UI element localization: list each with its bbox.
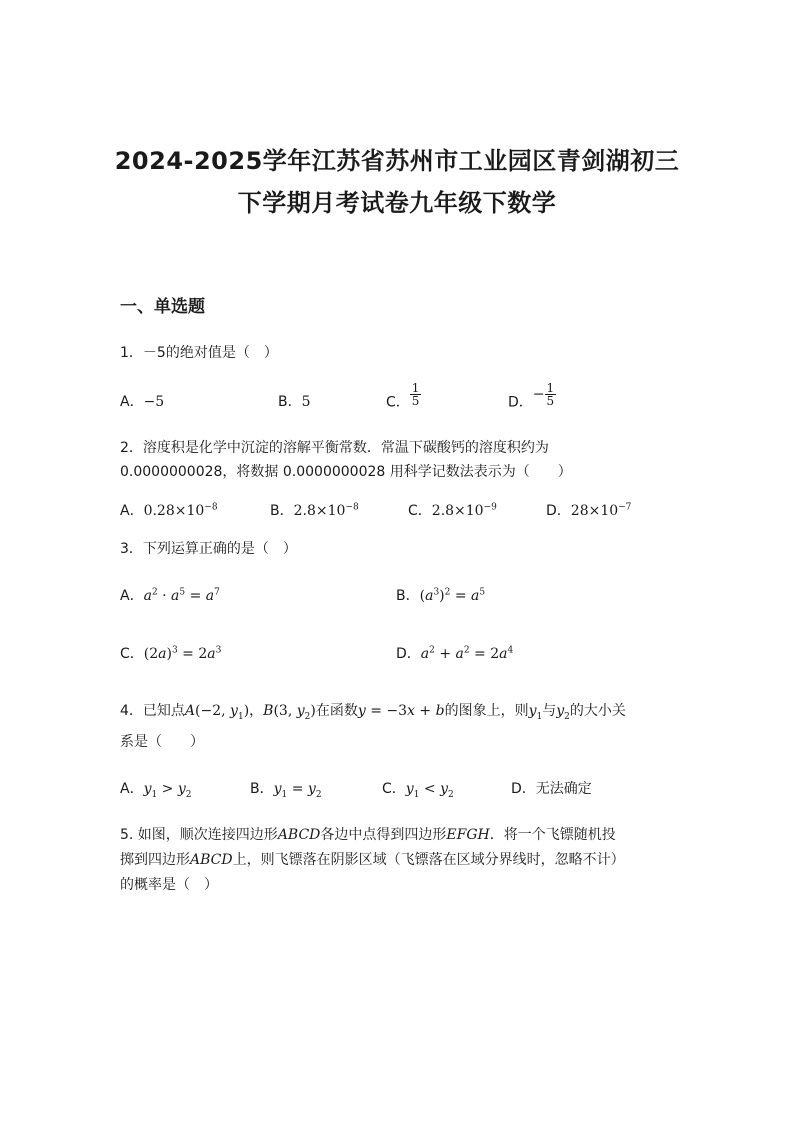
q3-option-a: A．$a^2 \cdot a^5 = a^7$ xyxy=(120,587,220,604)
fraction: $\frac{1}{5}$ xyxy=(546,381,555,408)
document-title xyxy=(100,140,694,224)
q1-option-a: A．−5 xyxy=(120,394,165,410)
q4-option-b: B．$y_1 = y_2$ xyxy=(250,781,322,800)
question-2-stem-line2: 0.0000000028，将数据 0.0000000028 用科学记数法表示为（ ） xyxy=(120,464,572,480)
question-3-stem: 3．下列运算正确的是（ ） xyxy=(120,541,297,557)
q4-option-d: D．无法确定 xyxy=(511,781,592,797)
q2-option-a: A．$0.28\times 10^{-8}$ xyxy=(120,502,218,519)
q3-option-c: C．$(2a)^3 = 2a^3$ xyxy=(120,645,222,662)
q4-option-c: C．$y_1 < y_2$ xyxy=(382,781,454,800)
question-4-stem-line1: 4．已知点A(−2, $y_1$)，B(3, $y_2$)在函数y = −3x + b的图象上，则$y_1$与$y_2$的大小关 xyxy=(120,703,626,722)
question-4-stem-line2: 系是（ ） xyxy=(120,734,204,750)
q1-option-d: D．− $\frac{1}{5}$ xyxy=(508,381,555,411)
title-line-2: 下学期月考试卷九年级下数学 xyxy=(237,189,557,217)
q2-option-d: D．$28\times 10^{-7}$ xyxy=(546,502,632,519)
q3-option-d: D．$a^2 + a^2 = 2a^4$ xyxy=(396,645,514,662)
q1-option-b: B．5 xyxy=(278,394,311,410)
title-line-1: 2024-2025学年江苏省苏州市工业园区青剑湖初三 xyxy=(114,147,680,175)
q1-option-c: C． $\frac{1}{5}$ xyxy=(386,381,420,411)
fraction: $\frac{1}{5}$ xyxy=(411,381,420,408)
question-5-stem-line2: 掷到四边形ABCD上，则飞镖落在阴影区域（飞镖落在区域分界线时，忽略不计） xyxy=(120,852,625,868)
q4-option-a: A．$y_1 > y_2$ xyxy=(120,781,192,800)
question-5-stem-line3: 的概率是（ ） xyxy=(120,877,218,893)
question-5-stem-line1: 5. 如图，顺次连接四边形ABCD各边中点得到四边形EFGH．将一个飞镖随机投 xyxy=(120,827,616,843)
q3-option-b: B．$(a^3)^2 = a^5$ xyxy=(396,587,486,604)
question-1-stem: 1．－5的绝对值是（ ） xyxy=(120,345,278,361)
q2-option-c: C．$2.8\times 10^{-9}$ xyxy=(408,502,497,519)
section-heading: 一、单选题 xyxy=(120,297,205,317)
q2-option-b: B．$2.8\times 10^{-8}$ xyxy=(270,502,359,519)
question-2-stem-line1: 2．溶度积是化学中沉淀的溶解平衡常数．常温下碳酸钙的溶度积约为 xyxy=(120,440,549,456)
